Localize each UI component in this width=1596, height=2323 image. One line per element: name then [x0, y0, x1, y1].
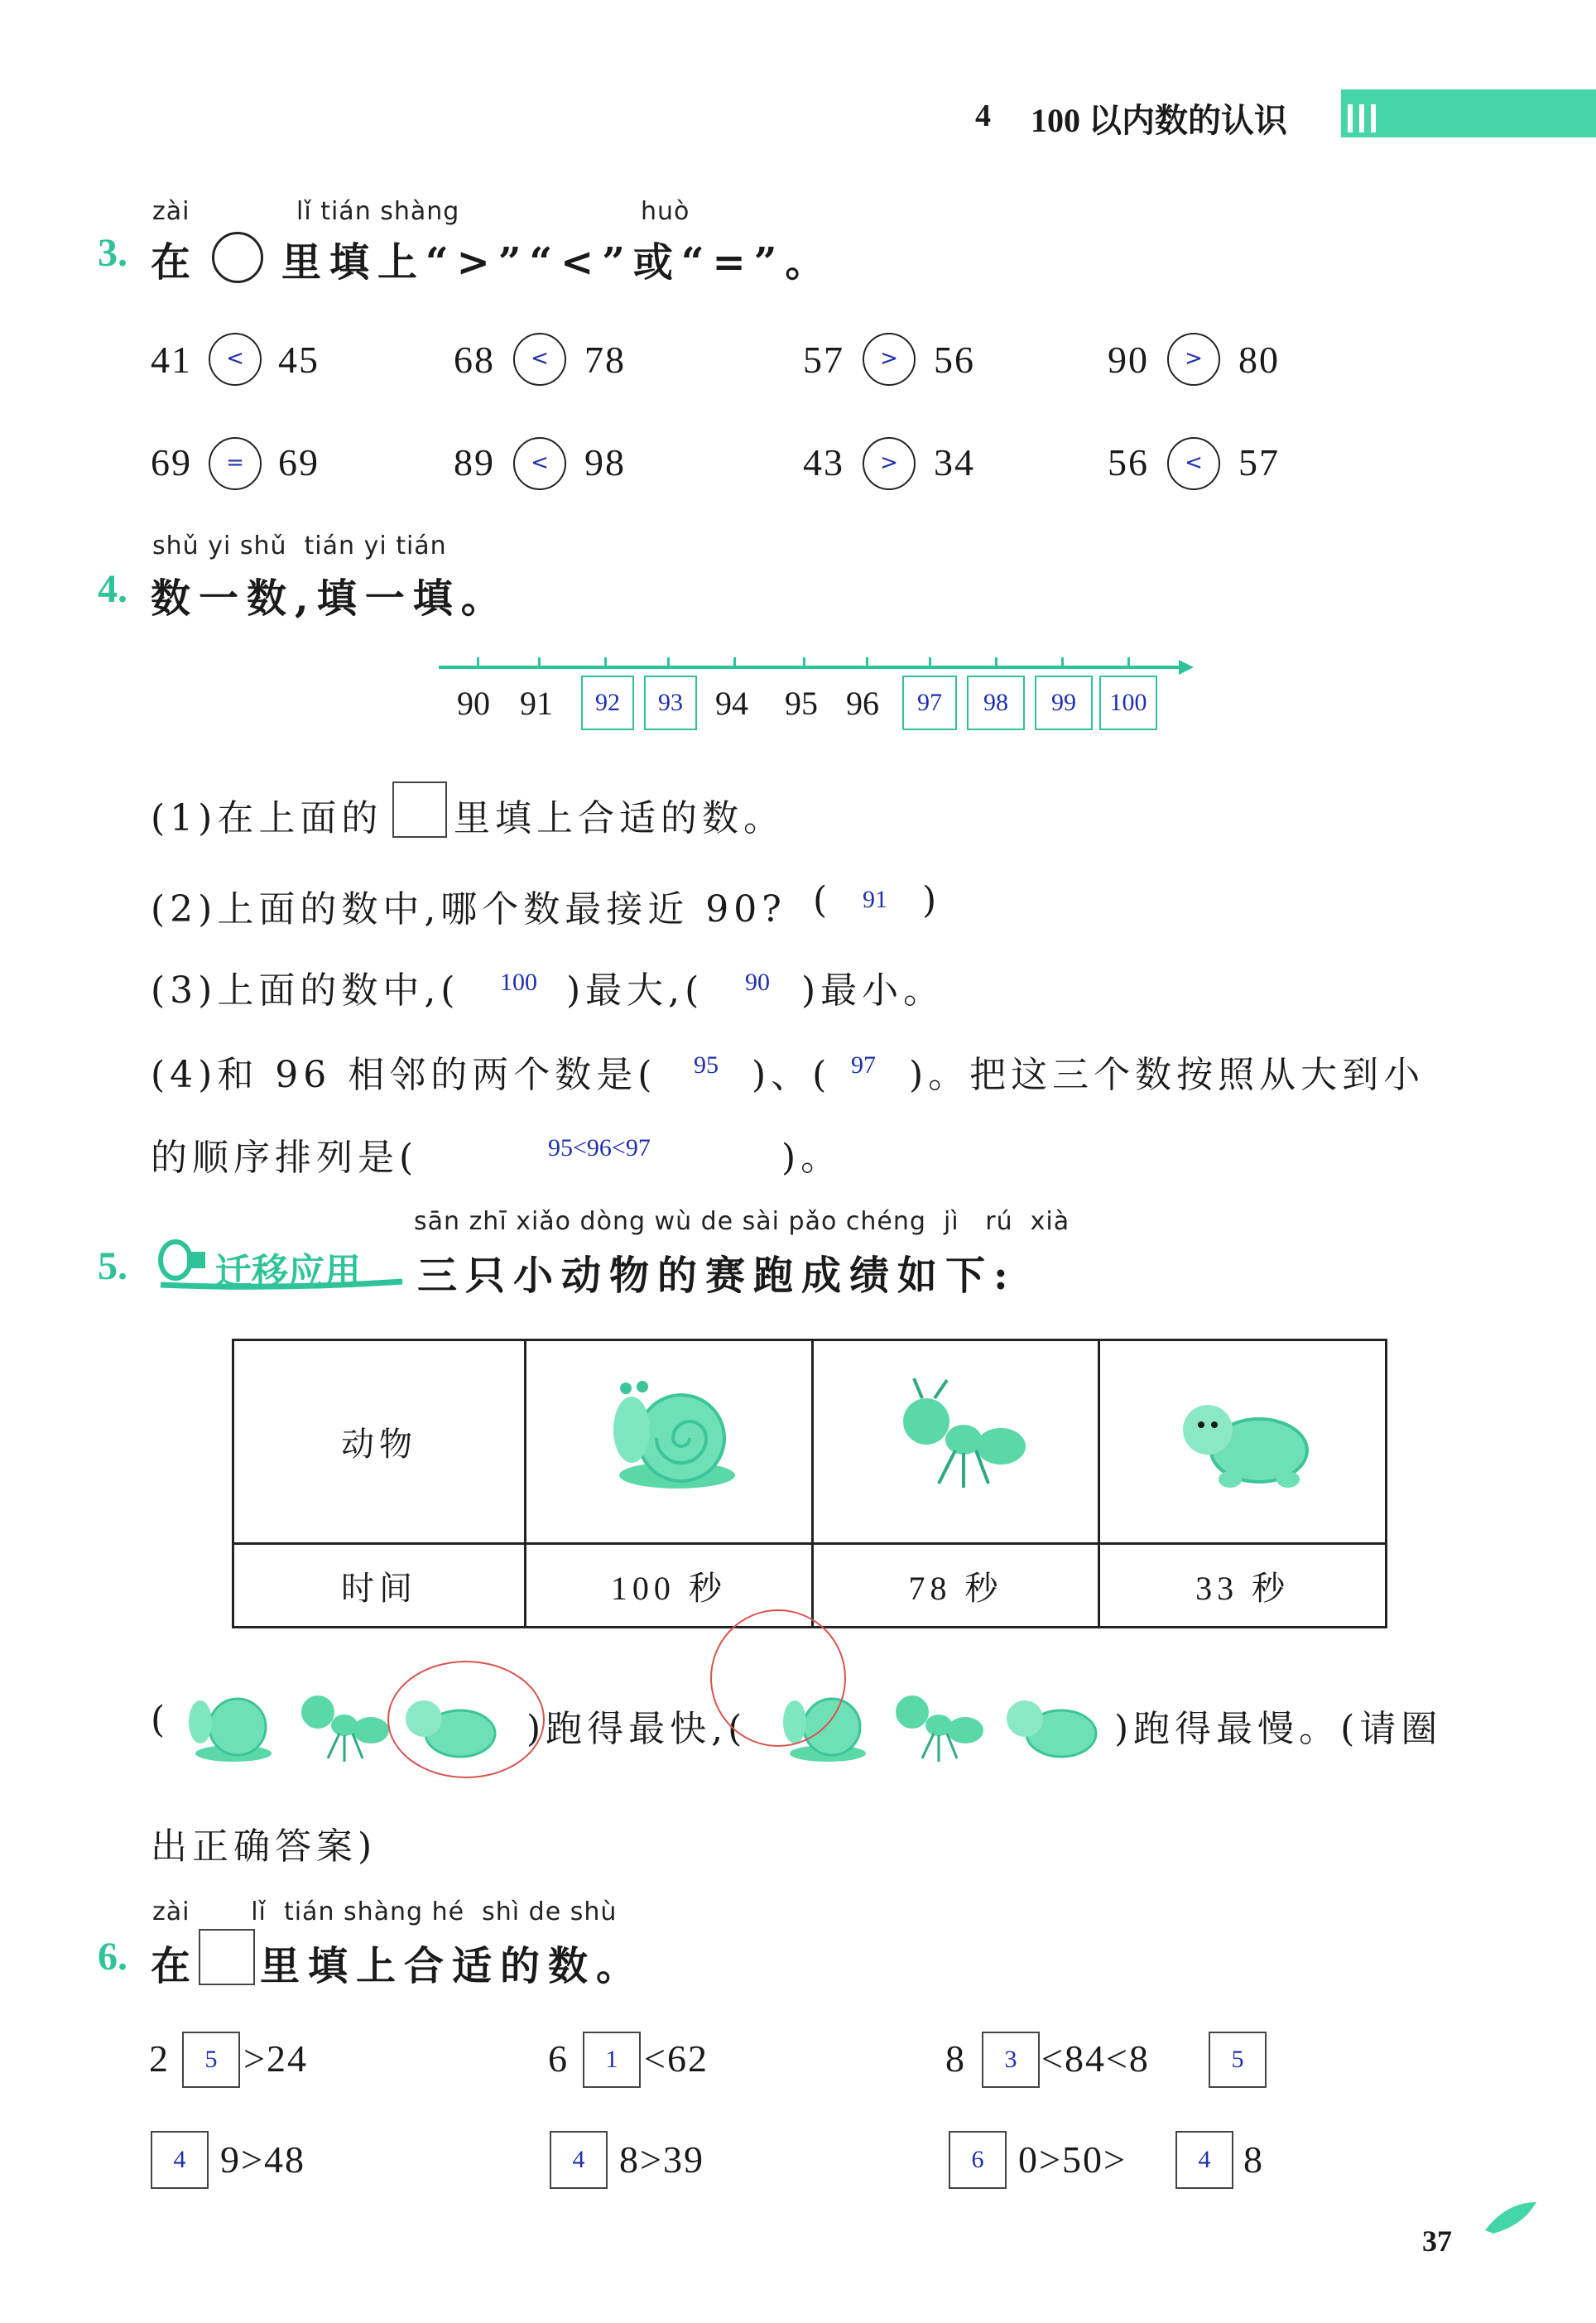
q3-item-3-right: 56 [934, 339, 975, 381]
q4-sub3-text-a: (3)上面的数中,( [151, 969, 460, 1012]
q3-item-6-left: 89 [454, 441, 495, 483]
q4-sub3-answer-2[interactable]: 90 [745, 969, 770, 996]
q4-sub4-text-c: )。把这三个数按照从大到小 [909, 1054, 1425, 1096]
number-line-label: 90 [457, 685, 490, 722]
q4-pinyin: shǔ yi shǔ tián yi tián [152, 531, 447, 560]
q3-item-7-answer[interactable]: > [863, 437, 916, 490]
q5-badge-label: 迁移应用 [215, 1251, 361, 1293]
q6-r1-2-post: <62 [644, 2037, 709, 2080]
q4-sub4-answer-1[interactable]: 95 [694, 1051, 719, 1079]
race-table-snail-cell [526, 1340, 813, 1544]
q4-sub1-text: (1)在上面的 [151, 797, 383, 839]
q6-box-icon [199, 1929, 255, 1985]
ant-icon[interactable] [879, 1679, 987, 1770]
number-line-tick [604, 657, 607, 669]
q3-circle-icon [212, 232, 263, 283]
q6-r1-3-box[interactable]: 3 [982, 2032, 1040, 2088]
q5-answer-open: ( [151, 1699, 171, 1741]
q4-sub4-line2-a: 的顺序排列是( [151, 1137, 419, 1179]
number-line-tick [667, 657, 670, 669]
q3-item-8-left: 56 [1108, 441, 1149, 483]
number-line-tick [866, 657, 868, 669]
q4-sub3-text-c: )最小。 [801, 969, 945, 1012]
q3-number: 3. [98, 231, 127, 275]
q4-sub2-open: ( [813, 879, 833, 921]
q6-r1-3-mid: <84<8 [1041, 2037, 1150, 2080]
race-table-time-turtle: 33 秒 [1099, 1544, 1387, 1628]
q3-item-4-answer[interactable]: > [1167, 333, 1220, 386]
number-line-tick [1127, 657, 1130, 669]
chapter-title: 100 以内数的认识 [1031, 102, 1287, 139]
number-line-box[interactable]: 92 [581, 676, 634, 730]
q6-r2-3-box2[interactable]: 4 [1175, 2131, 1233, 2189]
q3-item-5-right: 69 [278, 441, 320, 483]
turtle-icon [1168, 1372, 1317, 1504]
q5-answer-line2: 出正确答案) [151, 1825, 377, 1868]
q4-sub2-text: (2)上面的数中,哪个数最接近 90? [151, 888, 786, 931]
number-line-box[interactable]: 93 [644, 676, 697, 730]
q6-r2-2-post: 8>39 [619, 2138, 704, 2181]
number-line-label: 94 [715, 685, 748, 722]
header-accent-bar [1341, 89, 1596, 137]
q4-sub2-answer[interactable]: 91 [863, 886, 887, 913]
race-table-turtle-cell [1099, 1340, 1387, 1544]
q3-item-2-right: 78 [584, 339, 626, 381]
q3-item-1-left: 41 [151, 339, 192, 381]
q3-item-6-answer[interactable]: < [513, 437, 566, 490]
race-table [232, 1339, 1387, 1628]
race-table-time-snail: 100 秒 [526, 1544, 813, 1628]
q3-item-6-right: 98 [584, 441, 626, 483]
q3-item-8-right: 57 [1238, 441, 1280, 483]
race-table-ant-cell [812, 1340, 1099, 1544]
number-line-box[interactable]: 99 [1035, 676, 1093, 730]
leaf-icon [1482, 2197, 1540, 2247]
q3-item-7-left: 43 [803, 441, 844, 483]
q3-item-5-left: 69 [151, 441, 192, 483]
q3-item-4-right: 80 [1238, 339, 1280, 381]
snail-icon[interactable] [175, 1679, 275, 1770]
q3-item-3-answer[interactable]: > [863, 333, 916, 386]
q3-item-1-answer[interactable]: < [209, 333, 262, 386]
q4-sub3-answer-1[interactable]: 100 [500, 969, 537, 996]
q4-sub1-text-post: 里填上合适的数。 [454, 797, 785, 839]
number-line-tick [803, 657, 805, 669]
q4-sub4-answer-3[interactable]: 95<96<97 [548, 1134, 651, 1162]
q6-r1-3-box2[interactable]: 5 [1209, 2032, 1267, 2088]
ant-icon[interactable] [285, 1679, 392, 1770]
number-line-label: 95 [785, 685, 818, 722]
q5-badge [154, 1237, 411, 1291]
q6-pinyin: zài lǐ tián shàng hé shì de shù [152, 1897, 618, 1926]
q3-title-pre: 在 [151, 239, 200, 286]
q4-title: 数一数,填一填。 [151, 575, 509, 622]
q6-r2-3-post: 8 [1243, 2138, 1264, 2181]
q3-item-3-left: 57 [803, 339, 844, 381]
q6-r1-2-box[interactable]: 1 [583, 2032, 641, 2088]
q6-title-post: 里填上合适的数。 [260, 1943, 645, 1989]
ant-icon [881, 1372, 1030, 1504]
q6-r1-1-pre: 2 [149, 2037, 170, 2080]
q5-answer-fast: )跑得最快,( [526, 1708, 748, 1750]
q3-pinyin-huo: huò [641, 197, 690, 226]
q6-title-pre: 在 [151, 1943, 200, 1989]
q6-r2-2-box[interactable]: 4 [550, 2131, 608, 2189]
number-line [439, 666, 1184, 669]
q3-title-post: 里填上“>”“<”或“=”。 [281, 239, 834, 286]
race-table-time-ant: 78 秒 [812, 1544, 1099, 1628]
number-line-label: 91 [520, 685, 553, 722]
q4-sub1-box-icon [392, 782, 447, 838]
number-line-label: 96 [846, 685, 879, 722]
q6-r2-1-post: 9>48 [220, 2138, 305, 2181]
number-line-tick [1061, 657, 1064, 669]
q3-item-8-answer[interactable]: < [1167, 437, 1220, 490]
q4-number: 4. [98, 567, 127, 611]
page-number: 37 [1422, 2224, 1452, 2258]
q4-sub2-close: ) [922, 879, 942, 921]
race-table-label-animal: 动物 [233, 1340, 526, 1544]
number-line-arrow-icon [1179, 660, 1194, 675]
number-line-tick [929, 657, 931, 669]
number-line-tick [477, 657, 479, 669]
q4-sub4-answer-2[interactable]: 97 [851, 1051, 876, 1079]
q6-r1-2-pre: 6 [548, 2037, 569, 2080]
q6-r2-3-box[interactable]: 6 [949, 2131, 1007, 2189]
q6-r2-1-box[interactable]: 4 [151, 2131, 209, 2189]
chapter-number: 4 [975, 99, 991, 133]
q3-item-1-right: 45 [278, 339, 320, 381]
race-table-label-time: 时间 [233, 1544, 526, 1628]
q5-number: 5. [98, 1244, 127, 1288]
q4-sub4-text-a: (4)和 96 相邻的两个数是( [151, 1054, 657, 1096]
q6-r1-3-pre: 8 [945, 2037, 966, 2080]
q3-item-2-left: 68 [454, 339, 495, 381]
turtle-icon[interactable] [997, 1681, 1104, 1772]
number-line-box[interactable]: 98 [967, 676, 1025, 730]
number-line-tick [733, 657, 736, 669]
q3-item-5-answer[interactable]: = [209, 437, 262, 490]
q3-item-2-answer[interactable]: < [513, 333, 566, 386]
number-line-box[interactable]: 97 [902, 676, 957, 730]
q3-item-7-right: 34 [934, 441, 975, 483]
q6-r2-3-mid: 0>50> [1018, 2138, 1127, 2181]
q6-r1-1-box[interactable]: 5 [182, 2032, 240, 2088]
number-line-tick [995, 657, 997, 669]
number-line-box[interactable]: 100 [1099, 676, 1157, 730]
q3-pinyin-litianshang: lǐ tián shàng [296, 197, 460, 226]
q5-title: 三只小动物的赛跑成绩如下: [417, 1253, 1017, 1299]
q3-item-4-left: 90 [1108, 339, 1149, 381]
q5-answer-slow: )跑得最慢。(请圈 [1114, 1708, 1443, 1750]
q4-sub4-line2-b: )。 [781, 1137, 843, 1179]
snail-icon [594, 1372, 743, 1504]
q6-r1-1-post: >24 [243, 2037, 308, 2080]
q4-sub3-text-b: )最大,( [566, 969, 704, 1012]
q5-pinyin: sān zhī xiǎo dòng wù de sài pǎo chéng jì rú xià [414, 1207, 1070, 1236]
q3-pinyin-zai: zài [152, 197, 190, 226]
q6-number: 6. [98, 1935, 127, 1979]
q4-sub4-text-b: )、( [752, 1054, 832, 1096]
snail-answer-circle-mark [710, 1609, 846, 1747]
number-line-tick [538, 657, 541, 669]
turtle-answer-circle-mark [387, 1661, 545, 1778]
